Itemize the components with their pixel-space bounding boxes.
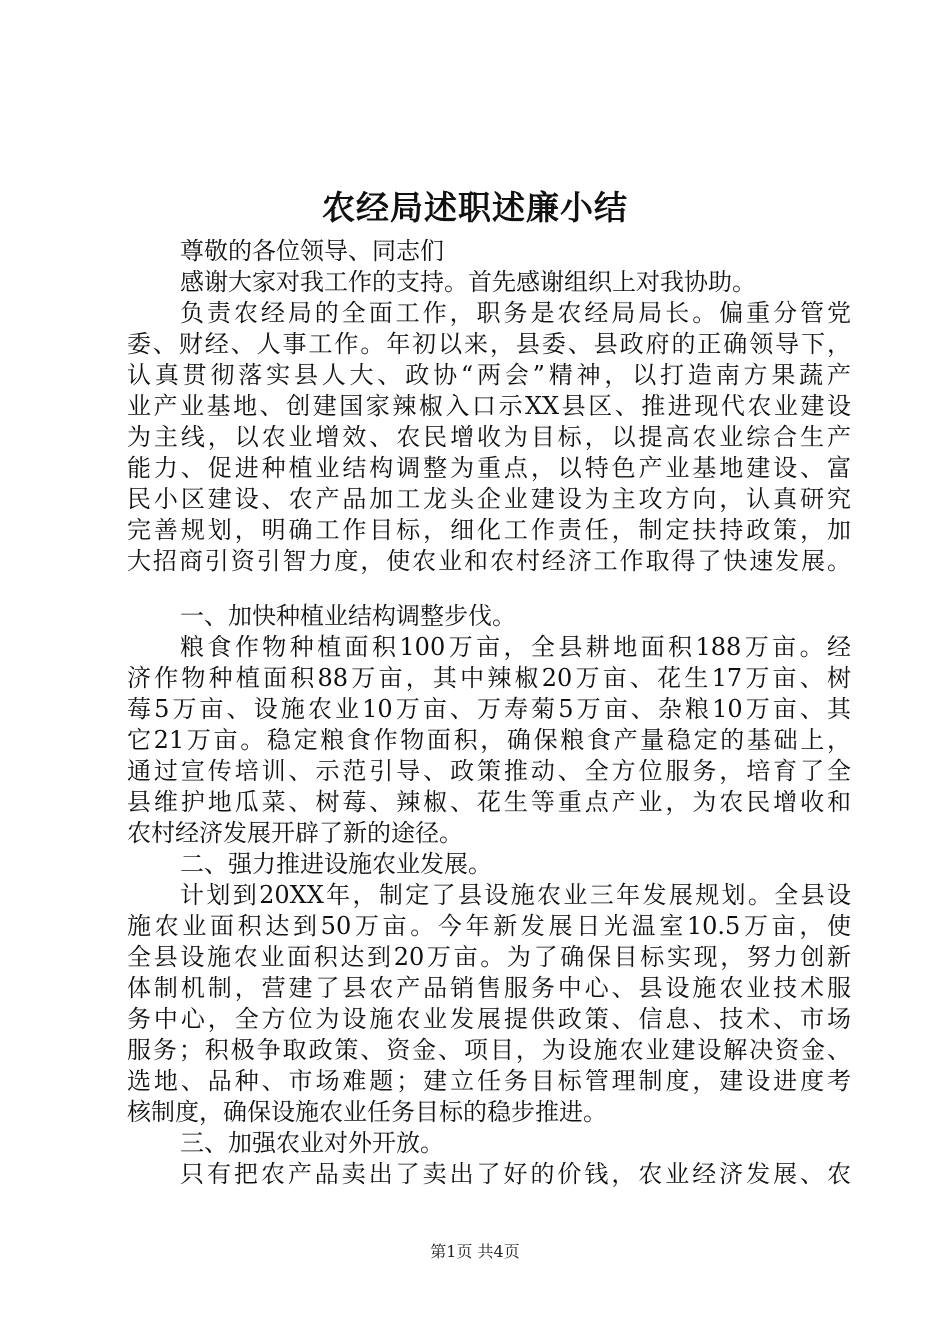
body-line: 通过宣传培训、示范引导、政策推动、全方位服务，培育了全 — [127, 757, 851, 785]
body-line: 务中心，全方位为设施农业发展提供政策、信息、技术、市场 — [127, 1005, 851, 1033]
section-heading: 一、加快种植业结构调整步伐。 — [180, 602, 516, 630]
salutation-line: 尊敬的各位领导、同志们 — [180, 237, 444, 265]
body-line: 完善规划，明确工作目标，细化工作责任，制定扶持政策，加 — [127, 516, 851, 544]
document-title: 农经局述职述廉小结 — [322, 188, 628, 227]
body-line: 济作物种植面积88万亩，其中辣椒20万亩、花生17万亩、树 — [127, 664, 851, 692]
body-line: 计划到20XX年，制定了县设施农业三年发展规划。全县设 — [180, 881, 851, 909]
body-line: 核制度，确保设施农业任务目标的稳步推进。 — [127, 1098, 607, 1126]
body-line: 能力、促进种植业结构调整为重点，以特色产业基地建设、富 — [127, 454, 851, 482]
body-line: 服务；积极争取政策、资金、项目，为设施农业建设解决资金、 — [127, 1036, 851, 1064]
body-line: 认真贯彻落实县人大、政协“两会”精神，以打造南方果蔬产 — [127, 361, 851, 389]
section-heading: 三、加强农业对外开放。 — [180, 1129, 444, 1157]
body-line: 施农业面积达到50万亩。今年新发展日光温室10.5万亩，使 — [127, 912, 851, 940]
body-line: 业产业基地、创建国家辣椒入口示XX县区、推进现代农业建设 — [127, 392, 851, 420]
body-line: 莓5万亩、设施农业10万亩、万寿菊5万亩、杂粮10万亩、其 — [127, 695, 851, 723]
section-heading: 二、强力推进设施农业发展。 — [180, 850, 492, 878]
body-line: 民小区建设、农产品加工龙头企业建设为主攻方向，认真研究 — [127, 485, 851, 513]
body-line: 全县设施农业面积达到20万亩。为了确保目标实现，努力创新 — [127, 943, 851, 971]
body-line: 只有把农产品卖出了卖出了好的价钱，农业经济发展、农 — [180, 1160, 851, 1188]
body-line: 为主线，以农业增效、农民增收为目标，以提高农业综合生产 — [127, 423, 851, 451]
body-line: 县维护地瓜菜、树莓、辣椒、花生等重点产业，为农民增收和 — [127, 788, 851, 816]
page-footer: 第1页 共4页 — [430, 1242, 520, 1261]
body-line: 感谢大家对我工作的支持。首先感谢组织上对我协助。 — [180, 268, 756, 296]
body-line: 大招商引资引智力度，使农业和农村经济工作取得了快速发展。 — [127, 547, 851, 575]
body-line: 体制机制，营建了县农产品销售服务中心、县设施农业技术服 — [127, 974, 851, 1002]
body-line: 农村经济发展开辟了新的途径。 — [127, 819, 463, 847]
body-line: 选地、品种、市场难题；建立任务目标管理制度，建设进度考 — [127, 1067, 851, 1095]
body-line: 粮食作物种植面积100万亩，全县耕地面积188万亩。经 — [180, 633, 851, 661]
body-line: 负责农经局的全面工作，职务是农经局局长。偏重分管党 — [180, 299, 851, 327]
body-line: 委、财经、人事工作。年初以来，县委、县政府的正确领导下， — [127, 330, 851, 358]
body-line: 它21万亩。稳定粮食作物面积，确保粮食产量稳定的基础上， — [127, 726, 851, 754]
